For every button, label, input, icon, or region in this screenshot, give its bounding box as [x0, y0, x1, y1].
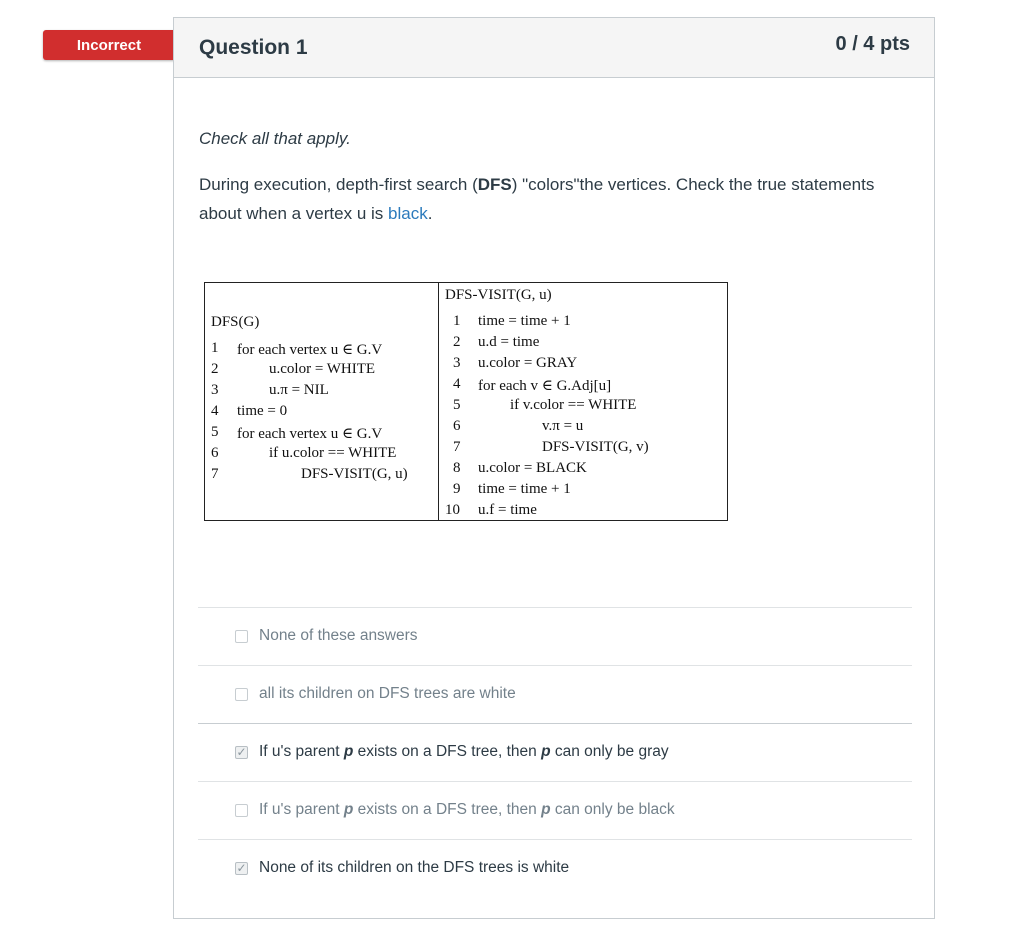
answer-label: all its children on DFS trees are white: [259, 685, 516, 702]
answer-label-text: can only be black: [550, 801, 675, 818]
incorrect-badge-label: Incorrect: [76, 36, 142, 54]
answer-option-parent-gray[interactable]: [198, 723, 912, 781]
answer-label: None of these answers: [259, 627, 418, 644]
dfs-line: [211, 382, 219, 399]
answer-label-var: p: [541, 743, 551, 760]
visit-line-text: u.d = time: [478, 334, 540, 350]
dfs-line-text: for each vertex u ∈ G.V: [237, 342, 383, 358]
question-prompt: [199, 170, 889, 228]
visit-line-number: 10: [445, 502, 460, 518]
visit-line-number: 2: [453, 334, 461, 350]
dfs-title: [211, 314, 259, 331]
visit-line-number: 3: [453, 355, 461, 371]
visit-line-text: DFS-VISIT(G, v): [542, 439, 649, 455]
answer-option-parent-black[interactable]: [198, 781, 912, 839]
visit-line-number: 1: [453, 313, 461, 329]
answer-option-no-white-children[interactable]: [198, 839, 912, 897]
line-number: 1: [211, 340, 219, 356]
visit-line-text: for each v ∈ G.Adj[u]: [478, 378, 612, 394]
prompt-text-1: During execution, depth-first search (: [199, 175, 478, 194]
dfs-line: [211, 445, 219, 462]
answer-label-var: p: [343, 743, 354, 760]
dfs-line-text: time = 0: [237, 403, 288, 419]
answer-label: [259, 743, 669, 761]
answer-label-text: exists on a DFS tree, then: [353, 743, 542, 760]
dfs-line: [211, 424, 219, 441]
algorithm-figure: [204, 282, 728, 521]
dfs-line-text: if u.color == WHITE: [269, 445, 397, 461]
visit-line-number: 5: [453, 397, 461, 413]
line-number: 3: [211, 382, 219, 398]
incorrect-badge: [43, 30, 175, 60]
prompt-black-link[interactable]: black: [388, 204, 428, 223]
question-card: [173, 17, 935, 919]
visit-line-text: u.color = GRAY: [478, 355, 578, 371]
visit-line-number: 9: [453, 481, 461, 497]
visit-line-text: v.π = u: [542, 418, 584, 434]
answer-label-var: p: [343, 801, 354, 818]
visit-line-text: time = time + 1: [478, 313, 571, 329]
line-number: 2: [211, 361, 219, 377]
dfs-line: [211, 403, 219, 420]
dfs-line-text: DFS-VISIT(G, u): [301, 466, 408, 482]
dfs-visit-title: DFS-VISIT(G, u): [445, 287, 552, 303]
answer-option-none[interactable]: [198, 607, 912, 665]
visit-line-text: u.f = time: [478, 502, 537, 518]
checkbox-icon[interactable]: [235, 804, 248, 817]
answer-label-text: can only be gray: [550, 743, 669, 760]
answer-label: [259, 801, 675, 819]
checkbox-checked-icon[interactable]: ✓: [236, 861, 247, 875]
dfs-line: [211, 466, 219, 483]
answer-label: None of its children on the DFS trees is white: [259, 859, 570, 876]
visit-line-number: 7: [453, 439, 461, 455]
visit-line-text: u.color = BLACK: [478, 460, 587, 476]
answer-label-var: p: [541, 801, 551, 818]
checkbox-icon[interactable]: [235, 630, 248, 643]
visit-line-text: time = time + 1: [478, 481, 571, 497]
answer-label-text: If u's parent: [259, 743, 344, 760]
line-number: 7: [211, 466, 219, 482]
dfs-line: [211, 340, 219, 357]
visit-line-text: if v.color == WHITE: [510, 397, 637, 413]
dfs-line-text: u.color = WHITE: [269, 361, 376, 377]
question-header: [174, 18, 934, 78]
answer-option-children-white[interactable]: [198, 665, 912, 723]
visit-line-number: 6: [453, 418, 461, 434]
checkbox-checked-icon[interactable]: ✓: [236, 745, 247, 759]
dfs-line: [211, 361, 219, 378]
dfs-title-text: DFS(G): [211, 314, 260, 330]
visit-line-number: 4: [453, 376, 461, 392]
dfs-line-text: u.π = NIL: [269, 382, 329, 398]
line-number: 5: [211, 424, 219, 440]
question-points: 0 / 4 pts: [835, 33, 910, 55]
line-number: 4: [211, 403, 219, 419]
answer-label-text: exists on a DFS tree, then: [353, 801, 542, 818]
checkbox-icon[interactable]: [235, 688, 248, 701]
prompt-text-2: ) "colors"the vertices. Check the true statements about when a vertex u is: [199, 175, 875, 223]
question-title: Question 1: [199, 36, 308, 59]
dfs-line-text: for each vertex u ∈ G.V: [237, 426, 383, 442]
prompt-end: .: [427, 204, 433, 223]
answer-label-text: If u's parent: [259, 801, 344, 818]
visit-line-number: 8: [453, 460, 461, 476]
algorithm-divider: [438, 283, 439, 520]
question-instruction: Check all that apply.: [199, 129, 351, 148]
prompt-bold: DFS: [477, 175, 512, 194]
line-number: 6: [211, 445, 219, 461]
